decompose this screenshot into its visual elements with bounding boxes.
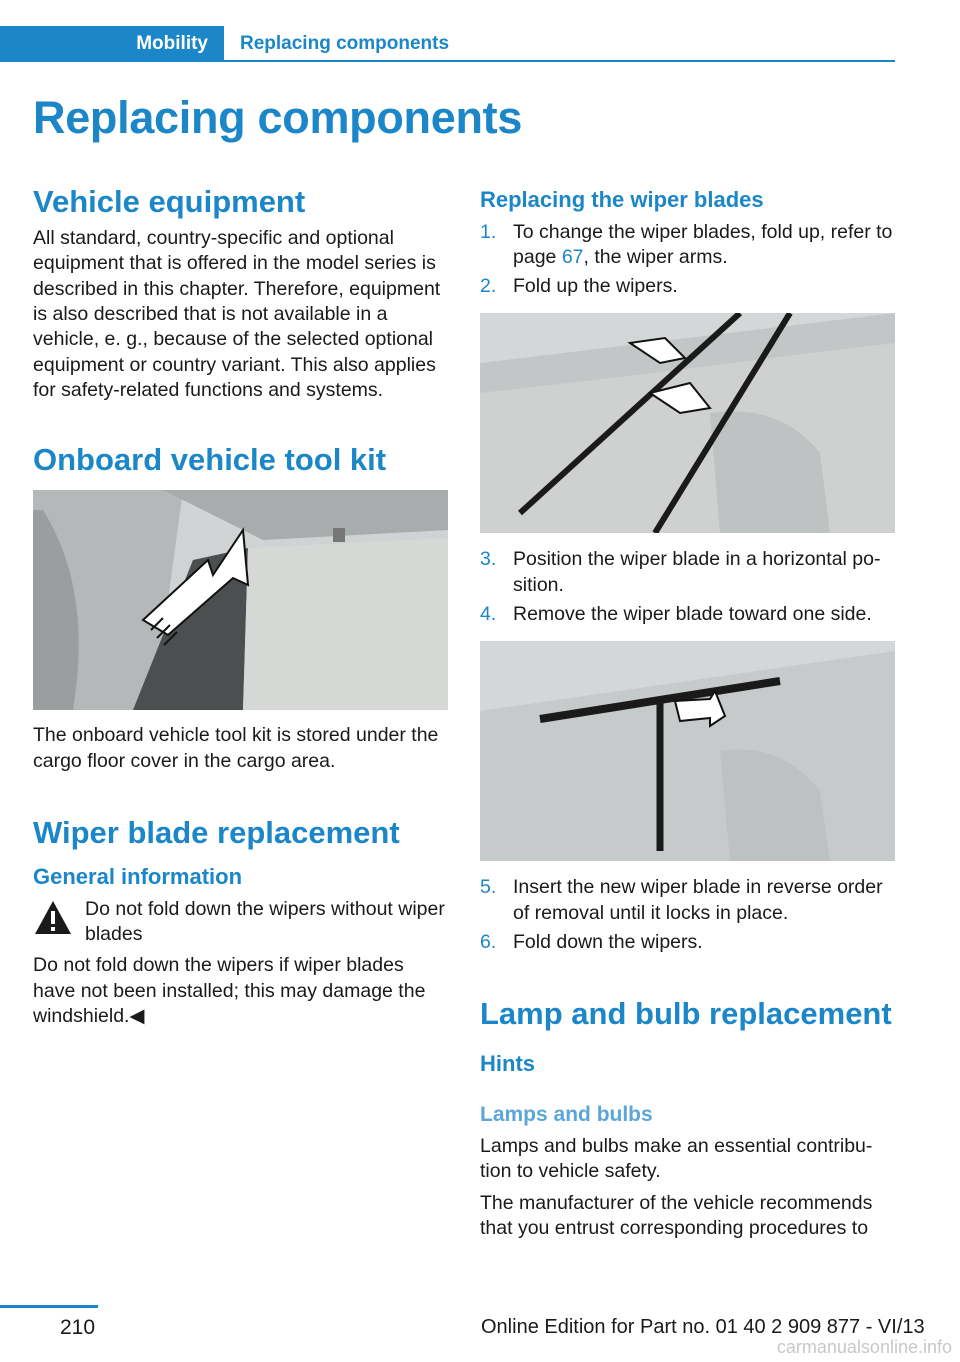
step-5: 5. Insert the new wiper blade in reverse order of removal until it locks in place. (480, 876, 883, 924)
step-2: 2. Fold up the wipers. (480, 275, 678, 298)
edition-text: Online Edition for Part no. 01 40 2 909 877 - VI/13 (481, 1316, 925, 1338)
lamp-bulb-replacement-heading: Lamp and bulb replacement (480, 996, 892, 1032)
tab-replacing-components[interactable]: Replacing components (240, 33, 450, 54)
steps-list-b (480, 547, 896, 627)
warning-text: Do not fold down the wipers if wiper blades have not been installed; this may damage the windshield.◀ (33, 954, 426, 1027)
step-6: 6. Fold down the wipers. (480, 930, 703, 953)
wiper-blade-removal-figure (480, 641, 895, 861)
page-number: 210 (60, 1316, 96, 1339)
tool-kit-heading: Onboard vehicle tool kit (33, 442, 387, 478)
warning-title: Do not fold down the wipers without wiper blades (85, 897, 445, 946)
replacing-wiper-blades-heading: Replacing the wiper blades (480, 187, 764, 212)
warning-block (33, 897, 449, 948)
step-4: 4. Remove the wiper blade toward one side. (480, 602, 872, 625)
steps-list-a (480, 220, 896, 300)
right-column (480, 180, 896, 1241)
tool-kit-figure (33, 490, 448, 710)
left-column (33, 180, 449, 1029)
warning-triangle-icon (33, 899, 73, 937)
step-1: 1. To change the wiper blades, fold up, refer to page 67, the wiper arms. (480, 220, 893, 268)
step-3: 3. Position the wiper blade in a horizontal position. (480, 548, 881, 596)
tool-kit-text: The onboard vehicle tool kit is stored under the cargo floor cover in the cargo area. (33, 724, 439, 772)
page-link[interactable]: 67 (561, 245, 584, 268)
page-title: Replacing components (33, 92, 523, 143)
footer-rule (0, 1305, 98, 1308)
lamps-text-2: The manufacturer of the vehicle recommends that you entrust corresponding procedures to (480, 1191, 873, 1239)
wipers-folded-up-figure (480, 313, 895, 533)
lamps-bulbs-heading: Lamps and bulbs (480, 1102, 653, 1126)
wiper-replacement-heading: Wiper blade replacement (33, 815, 400, 851)
watermark: carmanualsonline.info (776, 1337, 952, 1357)
tab-mobility[interactable]: Mobility (0, 26, 224, 62)
vehicle-equipment-heading: Vehicle equipment (33, 184, 306, 219)
lamps-text-1: Lamps and bulbs make an essential contribution to vehicle safety. (480, 1135, 873, 1183)
vehicle-equipment-text: All standard, country-specific and optional equipment that is offered in the model series is described in this chapter. Therefore, equipment is also described that is not available in a vehicle, e. g., because of the selected optional equipment or country variant. This also applies for safety-related functions and systems. (33, 227, 441, 401)
hints-heading: Hints (480, 1051, 535, 1077)
steps-list-c (480, 875, 896, 955)
general-information-heading: General information (33, 864, 243, 890)
